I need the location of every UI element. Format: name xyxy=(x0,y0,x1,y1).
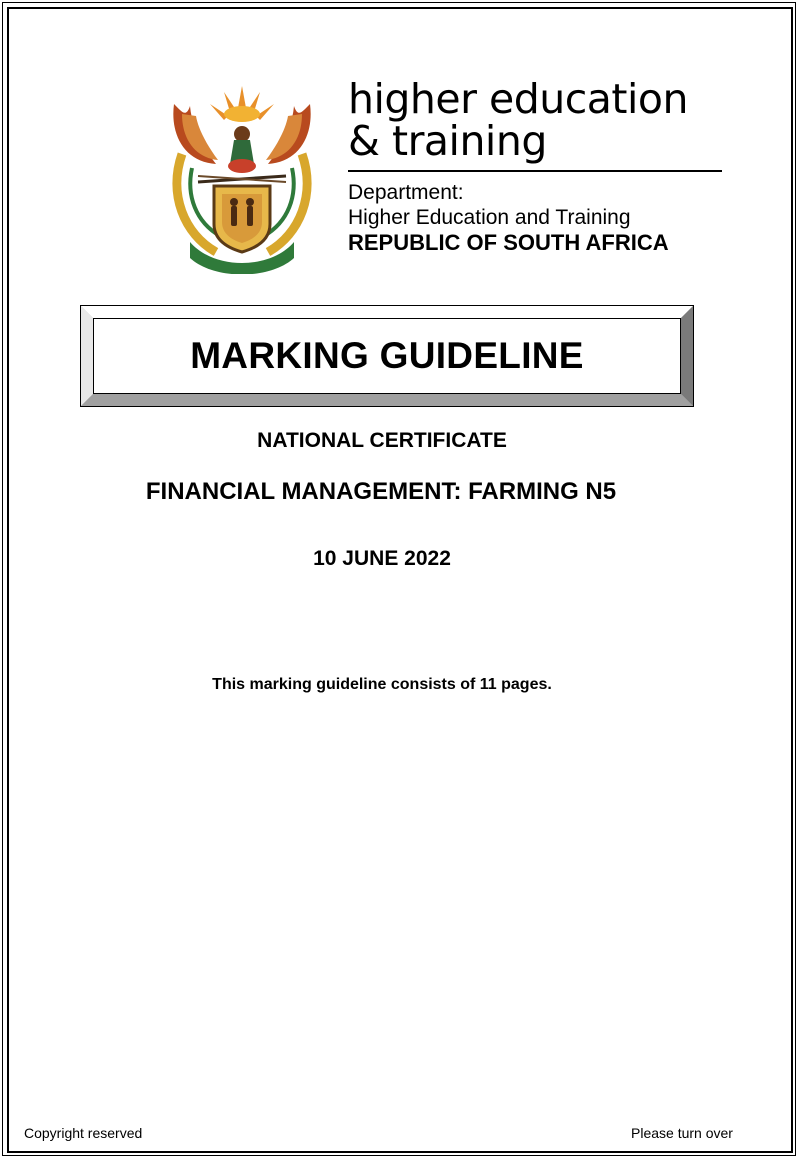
certificate-heading: NATIONAL CERTIFICATE xyxy=(257,429,507,452)
frame-bevel-left xyxy=(81,306,93,406)
frame-bevel-right xyxy=(681,306,693,406)
department-name: Higher Education and Training xyxy=(348,206,631,229)
frame-bevel-top xyxy=(81,306,693,318)
title-frame xyxy=(80,305,694,407)
footer-copyright: Copyright reserved xyxy=(24,1125,143,1141)
brand-divider xyxy=(348,170,722,172)
subject-heading: FINANCIAL MANAGEMENT: FARMING N5 xyxy=(145,478,617,505)
coat-of-arms-logo xyxy=(164,84,320,274)
title-face xyxy=(93,318,681,394)
country-name: REPUBLIC OF SOUTH AFRICA xyxy=(348,230,669,255)
page-count-note: This marking guideline consists of 11 pages. xyxy=(212,676,552,693)
footer-turn-over: Please turn over xyxy=(631,1125,733,1141)
brand-line-2: & training xyxy=(348,117,547,165)
frame-bevel-bottom xyxy=(81,394,693,406)
department-block xyxy=(348,75,728,255)
brand-line-1: higher education xyxy=(348,75,688,123)
exam-date: 10 JUNE 2022 xyxy=(313,547,451,570)
department-label: Department: xyxy=(348,181,464,204)
document-title: MARKING GUIDELINE xyxy=(190,335,584,376)
